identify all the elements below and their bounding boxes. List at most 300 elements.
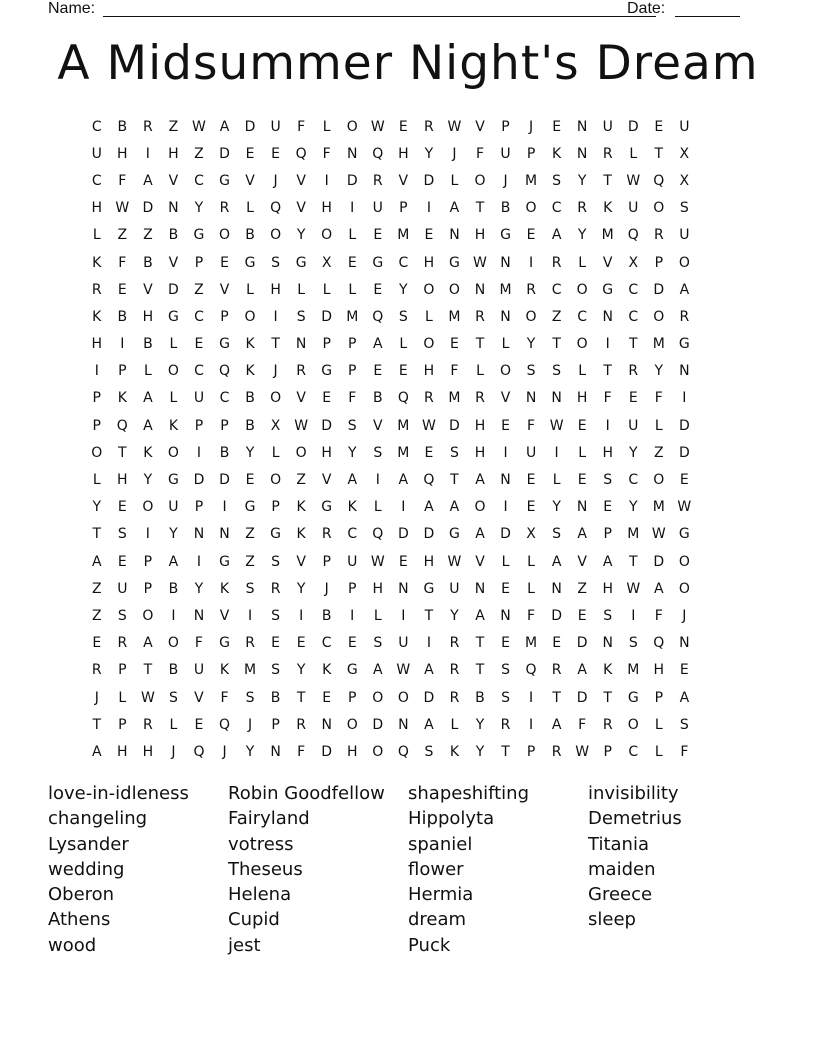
grid-letter: J [324,580,329,597]
grid-letter: I [426,200,431,217]
grid-letter: S [398,308,408,325]
grid-letter: U [347,553,358,570]
grid-letter: Z [296,472,306,489]
grid-letter: A [219,118,230,135]
grid-letter: Y [347,444,357,461]
grid-letter: R [551,743,562,760]
grid-letter: Z [551,308,562,325]
grid-letter: P [143,580,153,597]
grid-letter: D [551,607,562,624]
grid-row [84,140,697,167]
grid-letter: W [473,254,487,271]
grid-letter: O [525,200,537,217]
grid-letter: D [627,118,639,135]
grid-letter: O [142,607,154,624]
grid-letter: W [396,662,411,679]
grid-letter: I [350,200,355,217]
word-list-item: Theseus [228,858,303,880]
grid-letter: L [297,281,306,298]
grid-letter: Y [424,145,434,162]
grid-letter: A [347,472,358,489]
word-list-item: dream [408,909,467,931]
grid-letter: G [372,254,384,271]
grid-letter: S [245,689,255,706]
grid-letter: L [246,281,254,298]
grid-letter: V [296,553,306,570]
grid-letter: O [576,281,588,298]
grid-letter: R [117,635,128,652]
grid-letter: H [398,145,409,162]
grid-row [84,494,697,521]
grid-letter: I [324,172,329,189]
grid-letter: I [196,444,202,461]
grid-letter: O [346,716,358,733]
grid-letter: V [577,553,587,570]
grid-letter: I [682,390,687,407]
grid-letter: E [398,553,408,570]
grid-letter: F [450,363,459,380]
grid-letter: Q [116,417,128,434]
grid-letter: B [475,689,485,706]
grid-letter: G [219,635,230,652]
grid-letter: V [475,553,485,570]
grid-letter: Q [397,390,409,407]
grid-letter: B [168,227,179,244]
word-list-column [48,781,228,958]
grid-letter: W [626,580,641,597]
grid-letter: I [350,607,355,624]
grid-letter: V [219,281,230,298]
date-blank-line[interactable] [675,16,740,17]
grid-letter: O [627,716,639,733]
grid-letter: K [92,308,102,325]
grid-letter: G [678,526,690,543]
grid-letter: Z [91,607,102,624]
grid-letter: T [92,716,102,733]
grid-letter: D [576,635,588,652]
grid-letter: L [450,172,459,189]
grid-letter: V [500,390,511,407]
grid-letter: T [296,689,306,706]
grid-letter: Y [296,580,306,597]
grid-letter: D [219,145,230,162]
grid-letter: E [296,635,306,652]
grid-letter: Z [168,118,179,135]
grid-letter: R [500,716,511,733]
grid-letter: L [527,553,535,570]
grid-letter: K [92,254,102,271]
grid-letter: L [322,281,331,298]
grid-letter: R [653,227,664,244]
grid-letter: L [578,444,587,461]
grid-letter: I [273,308,278,325]
grid-letter: G [449,254,460,271]
grid-letter: T [118,444,127,461]
grid-letter: L [552,472,561,489]
grid-row [84,276,697,303]
grid-letter: D [449,417,460,434]
grid-letter: R [296,716,307,733]
grid-letter: H [602,580,613,597]
word-list-column [228,781,408,958]
grid-letter: P [118,363,127,380]
grid-letter: O [372,689,384,706]
grid-letter: I [605,336,610,353]
grid-letter: D [346,172,358,189]
grid-letter: P [92,390,101,407]
grid-letter: W [192,118,206,135]
grid-letter: H [653,662,665,679]
grid-letter: P [322,553,331,570]
grid-letter: R [449,689,460,706]
grid-letter: H [474,227,486,244]
grid-letter: E [501,635,510,652]
grid-letter: Y [628,444,638,461]
grid-letter: O [244,308,256,325]
grid-letter: F [603,390,612,407]
grid-letter: D [423,172,435,189]
grid-letter: E [450,336,459,353]
grid-letter: F [322,145,331,162]
word-list-item: Demetrius [588,808,682,830]
grid-row [84,358,697,385]
grid-letter: Z [245,526,255,543]
grid-letter: O [678,580,690,597]
grid-letter: N [679,363,690,380]
grid-letter: B [168,662,179,679]
grid-letter: Z [194,281,204,298]
grid-letter: Y [296,662,306,679]
grid-letter: H [372,580,384,597]
grid-letter: S [271,607,281,624]
grid-letter: U [628,200,639,217]
grid-letter: A [143,417,153,434]
grid-letter: S [603,472,613,489]
grid-letter: L [399,336,408,353]
grid-letter: E [373,363,383,380]
grid-letter: O [91,444,103,461]
grid-letter: S [526,363,536,380]
grid-letter: F [118,254,127,271]
grid-letter: M [397,444,410,461]
grid-letter: A [168,553,179,570]
grid-letter: S [296,308,306,325]
grid-letter: Q [372,308,384,325]
grid-letter: R [679,308,690,325]
grid-letter: T [552,336,561,353]
grid-letter: O [423,281,435,298]
grid-letter: R [475,390,485,407]
grid-row [84,657,697,684]
name-blank-line[interactable] [103,16,656,17]
grid-letter: K [449,743,460,760]
grid-letter: E [245,472,255,489]
grid-letter: C [628,308,639,325]
grid-letter: I [631,607,636,624]
grid-letter: O [653,308,665,325]
grid-letter: K [219,580,230,597]
grid-letter: M [448,390,461,407]
grid-letter: L [654,417,663,434]
grid-letter: C [628,743,639,760]
grid-letter: R [296,363,307,380]
grid-letter: N [576,145,588,162]
grid-letter: N [168,200,179,217]
grid-letter: U [679,227,690,244]
grid-letter: J [529,118,534,135]
grid-letter: N [525,390,537,407]
grid-letter: H [142,308,154,325]
grid-letter: E [245,145,255,162]
grid-letter: S [373,635,383,652]
grid-letter: J [503,172,508,189]
grid-letter: I [529,716,534,733]
grid-letter: E [117,281,127,298]
grid-letter: T [475,635,485,652]
grid-letter: N [576,499,588,516]
grid-letter: U [449,580,460,597]
grid-letter: H [117,743,128,760]
grid-letter: L [92,227,101,244]
grid-letter: P [194,417,204,434]
grid-letter: O [270,390,282,407]
grid-letter: Y [194,580,204,597]
grid-letter: Y [245,743,255,760]
grid-letter: Q [653,172,665,189]
grid-letter: K [245,363,255,380]
grid-letter: D [500,526,511,543]
grid-letter: T [143,662,153,679]
grid-letter: A [449,200,460,217]
word-list-item: sleep [588,909,636,931]
grid-letter: N [500,254,511,271]
grid-letter: E [398,118,408,135]
grid-letter: V [475,118,485,135]
grid-letter: G [244,499,256,516]
grid-letter: D [678,444,690,461]
word-list-item: Hermia [408,884,474,906]
grid-letter: E [117,499,127,516]
grid-letter: P [348,363,357,380]
grid-letter: I [145,145,150,162]
grid-letter: R [449,635,460,652]
grid-letter: A [398,472,409,489]
grid-letter: F [297,743,306,760]
grid-letter: F [348,390,357,407]
grid-row [84,439,697,466]
grid-letter: V [321,472,332,489]
grid-letter: O [678,553,690,570]
grid-letter: E [347,635,357,652]
grid-letter: H [270,281,281,298]
grid-letter: C [219,390,230,407]
grid-letter: S [501,689,510,706]
grid-letter: I [171,607,176,624]
grid-letter: L [629,145,638,162]
grid-letter: F [297,118,306,135]
grid-row [84,575,697,602]
grid-letter: I [426,635,431,652]
grid-row [84,249,697,276]
grid-letter: Z [143,227,153,244]
grid-letter: G [321,499,333,516]
grid-letter: G [219,553,230,570]
grid-letter: L [322,118,331,135]
grid-letter: R [321,526,332,543]
grid-letter: V [219,607,230,624]
word-list-item: Oberon [48,884,115,906]
grid-letter: P [348,580,357,597]
grid-row [84,684,697,711]
grid-letter: S [168,689,178,706]
grid-letter: W [447,553,462,570]
grid-letter: Y [552,499,561,516]
grid-letter: T [654,145,664,162]
grid-letter: Q [525,662,537,679]
grid-letter: E [271,145,281,162]
grid-letter: R [602,716,613,733]
grid-letter: W [140,689,155,706]
grid-row [84,331,697,358]
grid-letter: R [526,281,536,298]
grid-letter: O [500,363,512,380]
grid-letter: C [551,200,562,217]
grid-letter: L [501,553,510,570]
grid-letter: P [399,200,408,217]
grid-letter: D [321,417,333,434]
grid-letter: U [117,580,128,597]
grid-letter: D [653,281,665,298]
grid-letter: S [552,172,562,189]
word-list-item: Fairyland [228,808,310,830]
grid-letter: O [474,499,486,516]
grid-letter: A [577,662,587,679]
grid-row [84,630,697,657]
word-list-item: Puck [408,934,451,956]
grid-letter: I [401,499,406,516]
grid-letter: Z [577,580,587,597]
grid-letter: K [245,336,255,353]
grid-letter: S [245,580,255,597]
grid-letter: B [117,118,128,135]
grid-letter: K [552,145,562,162]
grid-letter: C [577,308,588,325]
grid-letter: S [679,200,689,217]
grid-letter: J [682,607,687,624]
grid-letter: U [193,390,205,407]
grid-letter: S [424,743,434,760]
grid-letter: B [372,390,383,407]
grid-letter: H [576,390,588,407]
grid-letter: M [525,635,538,652]
grid-letter: N [474,580,486,597]
grid-letter: S [501,662,510,679]
word-list-item: Greece [588,884,653,906]
grid-letter: Y [194,200,204,217]
grid-letter: D [678,417,690,434]
grid-letter: N [295,336,307,353]
grid-letter: O [270,472,282,489]
grid-row [84,167,697,194]
grid-letter: D [372,716,384,733]
grid-letter: S [552,526,562,543]
grid-letter: S [271,662,281,679]
grid-letter: M [652,336,665,353]
grid-letter: H [91,336,103,353]
grid-letter: T [603,689,612,706]
grid-letter: Y [245,444,255,461]
grid-letter: I [605,417,610,434]
grid-letter: R [143,716,153,733]
grid-letter: F [475,145,484,162]
grid-letter: A [373,662,383,679]
grid-letter: E [373,281,383,298]
grid-letter: H [474,417,486,434]
grid-letter: M [601,227,614,244]
grid-letter: V [245,172,255,189]
grid-letter: O [295,444,307,461]
grid-letter: S [271,553,281,570]
grid-letter: X [679,172,690,189]
grid-letter: G [244,254,256,271]
grid-letter: T [552,689,561,706]
grid-letter: Y [169,526,178,543]
grid-letter: F [578,716,587,733]
grid-letter: B [168,580,179,597]
grid-letter: A [143,390,153,407]
grid-letter: Y [296,227,306,244]
grid-letter: E [347,254,357,271]
grid-letter: N [679,635,690,652]
grid-letter: J [273,363,278,380]
letter-grid [84,113,697,766]
word-list-item: Hippolyta [408,808,495,830]
grid-letter: I [529,689,534,706]
grid-letter: M [525,172,538,189]
grid-letter: P [271,716,280,733]
grid-letter: E [322,689,332,706]
grid-letter: J [273,172,278,189]
grid-letter: O [397,689,409,706]
word-list-item: Athens [48,909,111,931]
grid-letter: G [167,472,179,489]
grid-letter: L [92,472,101,489]
grid-letter: N [449,227,460,244]
grid-letter: R [602,145,613,162]
grid-letter: T [475,200,485,217]
grid-letter: M [346,308,359,325]
grid-letter: H [321,444,332,461]
grid-letter: M [448,308,461,325]
grid-letter: P [118,716,127,733]
grid-letter: G [423,580,435,597]
grid-letter: N [398,716,409,733]
grid-letter: W [677,499,692,516]
grid-letter: O [423,336,435,353]
grid-letter: M [627,526,640,543]
header [48,0,740,20]
grid-letter: T [424,607,434,624]
grid-letter: O [321,227,333,244]
grid-letter: I [375,472,380,489]
grid-row [84,466,697,493]
grid-letter: O [525,308,537,325]
grid-letter: P [143,553,153,570]
grid-letter: L [654,716,663,733]
grid-letter: E [501,417,510,434]
grid-letter: L [501,336,510,353]
grid-letter: R [245,635,255,652]
